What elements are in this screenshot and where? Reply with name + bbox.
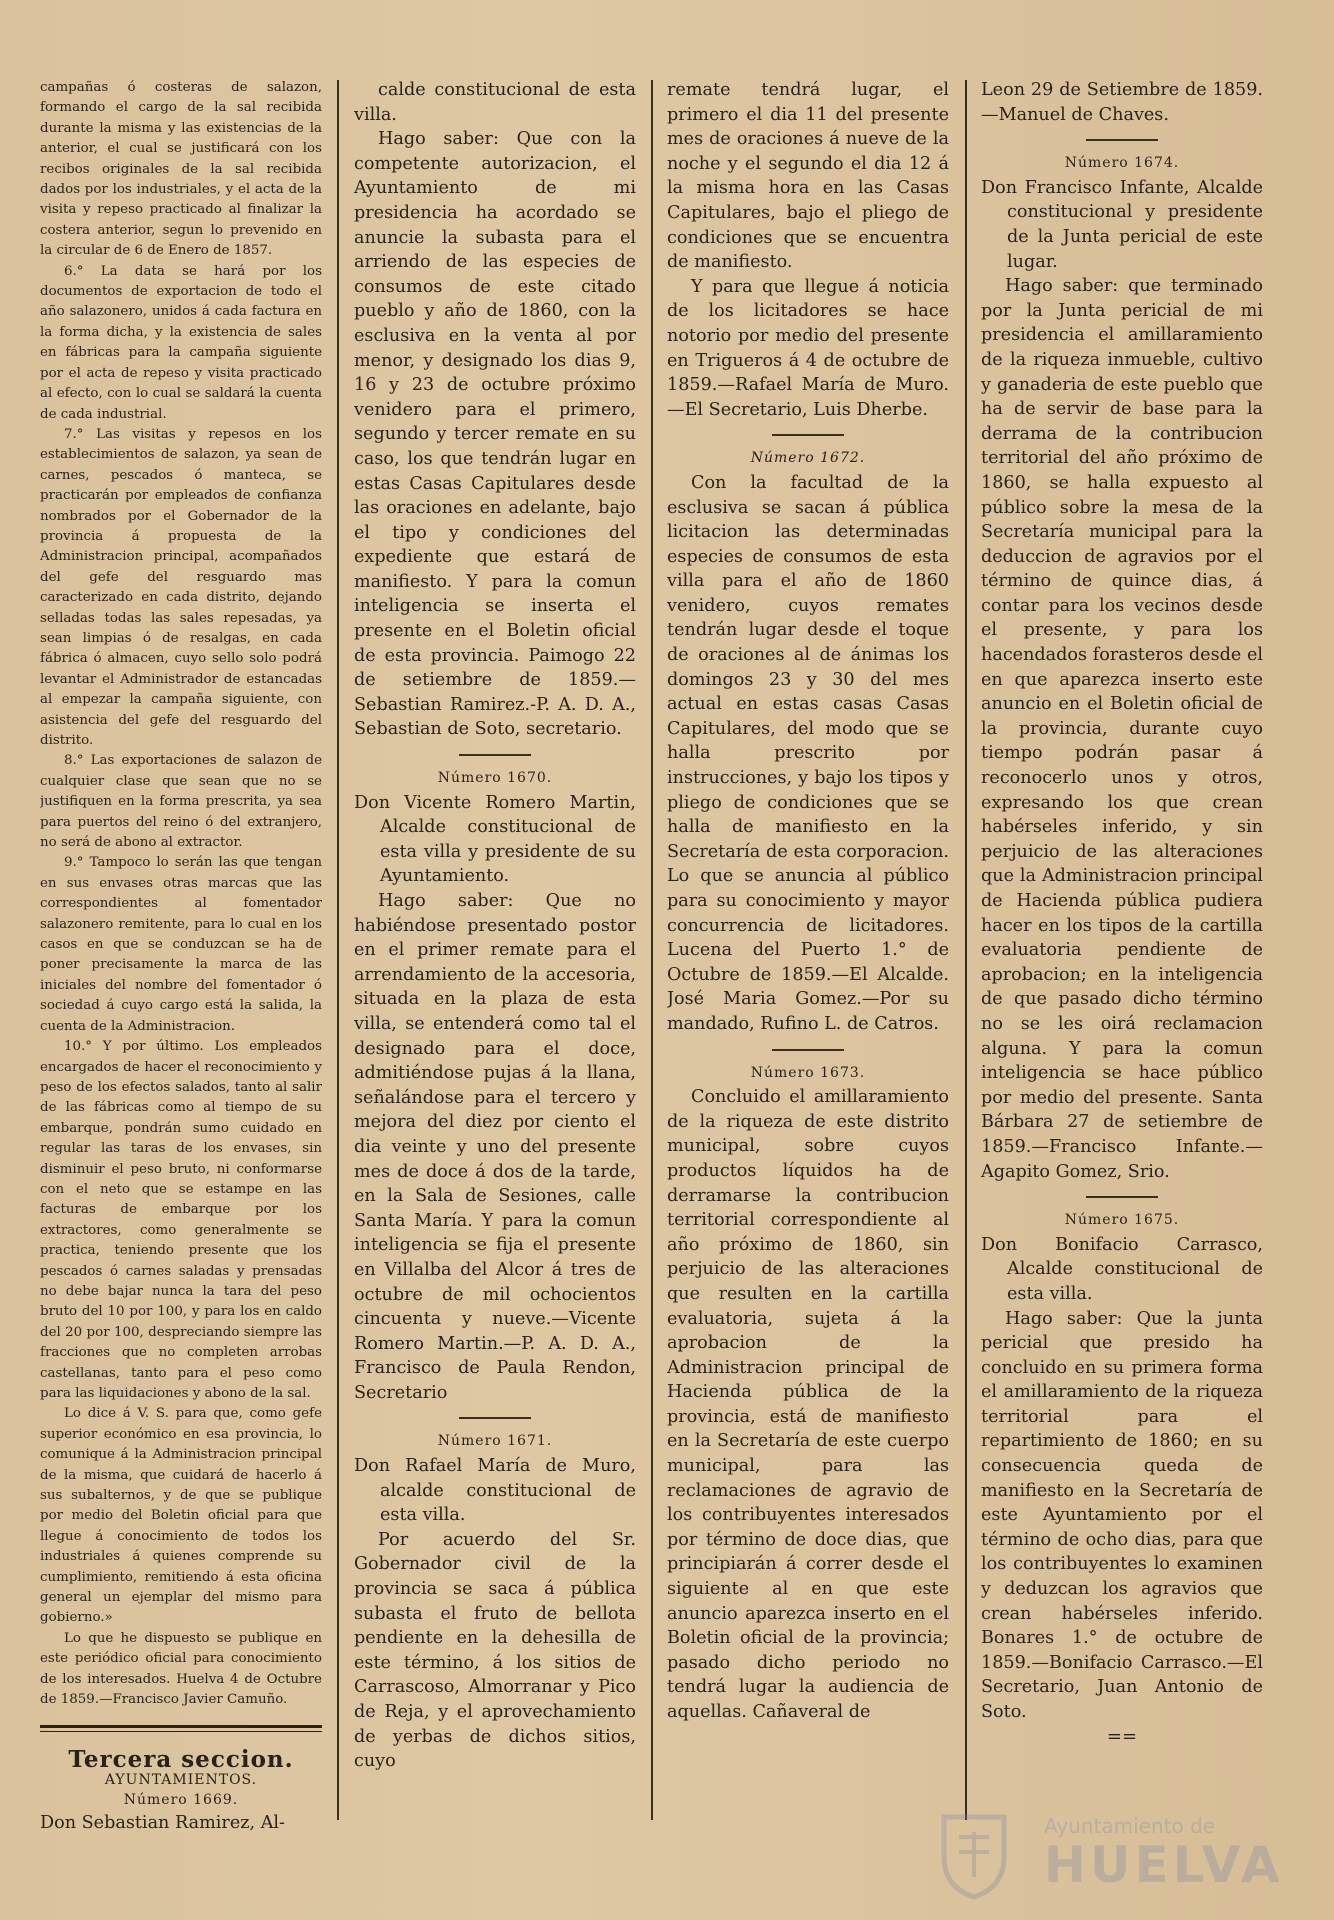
paragraph: Y para que llegue á noticia de los licitadores se hace notorio por medio del presente en Trigueros á 4 de octubre de 1859.—Rafael María de Muro.—El Secretario, Luis Dherbe. xyxy=(667,276,949,420)
section-subtitle: AYUNTAMIENTOS. xyxy=(104,1771,258,1788)
column-2 xyxy=(354,78,636,1774)
notice-number: Número 1675. xyxy=(1064,1212,1180,1229)
paragraph: 9.° Tampoco lo serán las que tengan en sus envases otras marcas que las correspondientes al fomentador salazonero remitente, para lo cual en los casos en que se conduzcan se ha de poner precisamente la marca de las iniciales del nombre del fomentador ó sociedad á cuyo cargo está la salida, la cuenta de la Administracion. xyxy=(40,855,322,1034)
column-rule xyxy=(337,80,339,1820)
separator xyxy=(1086,1196,1158,1198)
column-4 xyxy=(981,78,1263,1749)
separator xyxy=(1086,139,1158,141)
paragraph: Hago saber: Que con la competente autorizacion, el Ayuntamiento de mi presidencia ha acordado se anuncie la subasta para el arriendo de las especies de consumos de este citado pueblo y año de 1860, con la esclusiva en la venta al por menor, y designado los dias 9, 16 y 23 de octubre próximo venidero para el primero, segundo y tercer remate en su caso, los que tendrán lugar en estas Casas Capitulares desde las oraciones en adelante, bajo el tipo y condiciones del expediente que estará de manifiesto. Y para la comun inteligencia se inserta el presente en el Boletin oficial de esta provincia. Paimogo 22 de setiembre de 1859.—Sebastian Ramirez.-P. A. D. A., Sebastian de Soto, secretario. xyxy=(354,129,636,740)
watermark-line1: Ayuntamiento de xyxy=(1044,1814,1216,1838)
notice-number: Número 1673. xyxy=(750,1064,866,1081)
paragraph: campañas ó costeras de salazon, formando el cargo de la sal recibida durante la misma y las existencias de la anterior, el cual se justificará con los recibos originales de la sal recibida dados por los industriales, y el acta de la visita y repeso practicado al finalizar la costera anterior, segun lo prevenido en la circular de 6 de Enero de 1857. xyxy=(40,80,322,259)
paragraph: Leon 29 de Setiembre de 1859.—Manuel de Chaves. xyxy=(981,80,1263,125)
column-1 xyxy=(40,78,322,1835)
paragraph: Con la facultad de la esclusiva se sacan á pública licitacion las determinadas especies de consumos de esta villa para el año de 1860 venidero, cuyos remates tendrán lugar desde el toque de oraciones al de ánimas los domingos 23 y 30 del mes actual en estas casas Casas Capitulares, del modo que se halla prescrito por instrucciones, y bajo los tipos y pliego de condiciones que se halla de manifiesto en la Secretaría de esta corporacion. Lo que se anuncia al público para su conocimiento y mayor concurrencia de licitadores. Lucena del Puerto 1.° de Octubre de 1859.—El Alcalde. José Maria Gomez.—Por su mandado, Rufino L. de Catros. xyxy=(667,472,949,1034)
paragraph: Por acuerdo del Sr. Gobernador civil de la provincia se saca á pública subasta el fruto de bellota pendiente en la dehesilla de este término, á los sitios de Carrascoso, Almorranar y Pico de Reja, y el aprovechamiento de yerbas de dichos sitios, cuyo xyxy=(354,1529,636,1772)
separator xyxy=(772,434,844,436)
paragraph: Lo dice á V. S. para que, como gefe superior económico en esa provincia, lo comunique á la Administracion principal de la misma, que cuidará de hacerlo á sus subalternos, y de que se publique por medio del Boletin oficial para que llegue á conocimiento de todos los industriales á quienes comprende su cumplimiento, remitiendo á esta oficina general un ejemplar del mismo para gobierno.» xyxy=(40,1406,322,1626)
paragraph: Lo que he dispuesto se publique en este periódico oficial para conocimiento de los interesados. Huelva 4 de Octubre de 1859.—Francisco Javier Camuño. xyxy=(40,1630,322,1708)
notice-heading: Don Bonifacio Carrasco, Alcalde constitucional de esta villa. xyxy=(981,1234,1263,1304)
notice-heading: Don Vicente Romero Martin, Alcalde constitucional de esta villa y presidente de su Ayuntamiento. xyxy=(354,792,636,887)
paragraph: 6.° La data se hará por los documentos de exportacion de todo el año salazonero, unidos á cada factura en la forma dicha, y la existencia de sales en fábricas para la campaña siguiente por el acta de repeso y visita practicado al efecto, con lo cual se saldará la cuenta de cada industrial. xyxy=(40,263,322,422)
paragraph: 8.° Las exportaciones de salazon de cualquier clase que sean que no se justifiquen en la forma prescrita, ya sea para puertos del reino ó del extranjero, no será de abono al extractor. xyxy=(40,753,322,851)
paragraph: Hago saber: que terminado por la Junta pericial de mi presidencia el amillaramiento de la riqueza inmueble, cultivo y ganaderia de este pueblo que ha de servir de base para la derrama de la contribucion territorial del año próximo de 1860, se halla expuesto al público sobre la mesa de la Secretaría municipal para la deduccion de agravios por el término de quince dias, á contar para los vecinos desde el presente, y para los hacendados forasteros desde el en que aparezca inserto este anuncio en el Boletin oficial de la provincia, durante cuyo tiempo podrán pasar á reconocerlo unos y otros, expresando los que crean habérseles inferido, y sin perjuicio de las alteraciones que la Administracion principal de Hacienda pública pudiera hacer en los tipos de la cartilla evaluatoria pendiente de aprobacion; en la inteligencia de que pasado dicho término no se les oirá reclamacion alguna. Y para la comun inteligencia se hace público por medio del presente. Santa Bárbara 27 de setiembre de 1859.—Francisco Infante.—Agapito Gomez, Srio. xyxy=(981,276,1263,1182)
section-divider xyxy=(40,1725,322,1732)
paragraph: 7.° Las visitas y repesos en los establecimientos de salazon, ya sean de carnes, pescados ó manteca, se practicarán por empleados de confianza nombrados por el Gobernador de la provincia á propuesta de la Administracion principal, acompañados del gefe del resguardo mas caracterizado en cada distrito, dejando selladas todas las sales repesadas, ya sean limpias ó de resalgas, en cada fábrica ó almacen, cuyo sello solo podrá levantar el Administrador de estancadas al empezar la campaña siguiente, con asistencia del gefe del resguardo del distrito. xyxy=(40,426,322,748)
notice-number: Número 1671. xyxy=(437,1433,553,1450)
notice-number: Número 1674. xyxy=(1064,155,1180,172)
notice-heading: Don Francisco Infante, Alcalde constitucional y presidente de la Junta pericial de este lugar. xyxy=(981,177,1263,272)
paragraph: Hago saber: Que no habiéndose presentado postor en el primer remate para el arrendamiento de la accesoria, situada en la plaza de esta villa, se entenderá como tal el designado para el doce, admitiéndose pujas á la llana, señalándose para el tercero y mejora del diez por ciento el dia veinte y uno del presente mes de doce á dos de la tarde, en la Sala de Sesiones, calle Santa María. Y para la comun inteligencia se fija el presente en Villalba del Alcor á tres de octubre de mil ochocientos cincuenta y nueve.—Vicente Romero Martin.—P. A. D. A., Francisco de Paula Rendon, Secretario xyxy=(354,891,636,1403)
section-title: Tercera seccion. xyxy=(68,1745,294,1773)
paragraph: remate tendrá lugar, el primero el dia 11 del presente mes de oraciones á nueve de la noche y el segundo el dia 12 á la misma hora en las Casas Capitulares, bajo el pliego de condiciones que se encuentra de manifiesto. xyxy=(667,80,949,273)
watermark xyxy=(924,1792,1284,1902)
watermark-line2: HUELVA xyxy=(1044,1836,1284,1894)
notice-number: Número 1670. xyxy=(437,770,553,787)
separator xyxy=(459,1417,531,1419)
paragraph: Concluido el amillaramiento de la riqueza de este distrito municipal, sobre cuyos productos líquidos ha de derramarse la contribucion territorial correspondiente al año próximo de 1860, sin perjuicio de las alteraciones que resulten en la cartilla evaluatoria, sujeta á la aprobacion de la Administracion principal de Hacienda pública de la provincia, está de manifiesto en la Secretaría de este cuerpo municipal, para las reclamaciones de agravio de los contribuyentes interesados por término de doce dias, que principiarán á correr desde el siguiente al en que este anuncio aparezca inserto en el Boletin oficial de la provincia; pasado dicho periodo no tendrá lugar la audiencia de aquellas. Cañaveral de xyxy=(667,1087,949,1722)
city-seal-icon xyxy=(924,1802,1024,1902)
end-mark: == xyxy=(1106,1725,1138,1747)
column-rule xyxy=(965,80,967,1820)
notice-number: Número 1672. xyxy=(750,450,866,467)
notice-heading: Don Rafael María de Muro, alcalde constitucional de esta villa. xyxy=(354,1456,636,1526)
column-rule xyxy=(651,80,653,1820)
separator xyxy=(772,1049,844,1051)
paragraph: Hago saber: Que la junta pericial que presido ha concluido en su primera forma el amillaramiento de la riqueza territorial para el repartimiento de 1860; en su consecuencia queda de manifiesto en la Secretaría de este Ayuntamiento por el término de ocho dias, para que los contribuyentes lo examinen y deduzcan los agravios que crean habérseles inferido. Bonares 1.° de octubre de 1859.—Bonifacio Carrasco.—El Secretario, Juan Antonio de Soto. xyxy=(981,1308,1263,1722)
notice-heading: calde constitucional de esta villa. xyxy=(354,80,636,125)
notice-heading: Don Sebastian Ramirez, Al- xyxy=(40,1812,285,1833)
separator xyxy=(459,754,531,756)
column-3 xyxy=(667,78,949,1725)
paragraph: 10.° Y por último. Los empleados encargados de hacer el reconocimiento y peso de los efectos salados, tanto al salir de las fábricas como al tiempo de su embarque, pondrán sumo cuidado en regular las taras de los envases, sin disminuir el peso bruto, ni conformarse con el neto que se estampe en las facturas de embarque por los extractores, como generalmente se practica, teniendo presente que los pescados ó carnes saladas y prensadas no debe bajar nunca la tara del peso bruto del 10 por 100, y para los en caldo del 20 por 100, despreciando siempre las fracciones que no completen arrobas castellanas, tanto para el peso como para las liquidaciones y abono de la sal. xyxy=(40,1039,322,1401)
notice-number: Número 1669. xyxy=(123,1792,239,1809)
